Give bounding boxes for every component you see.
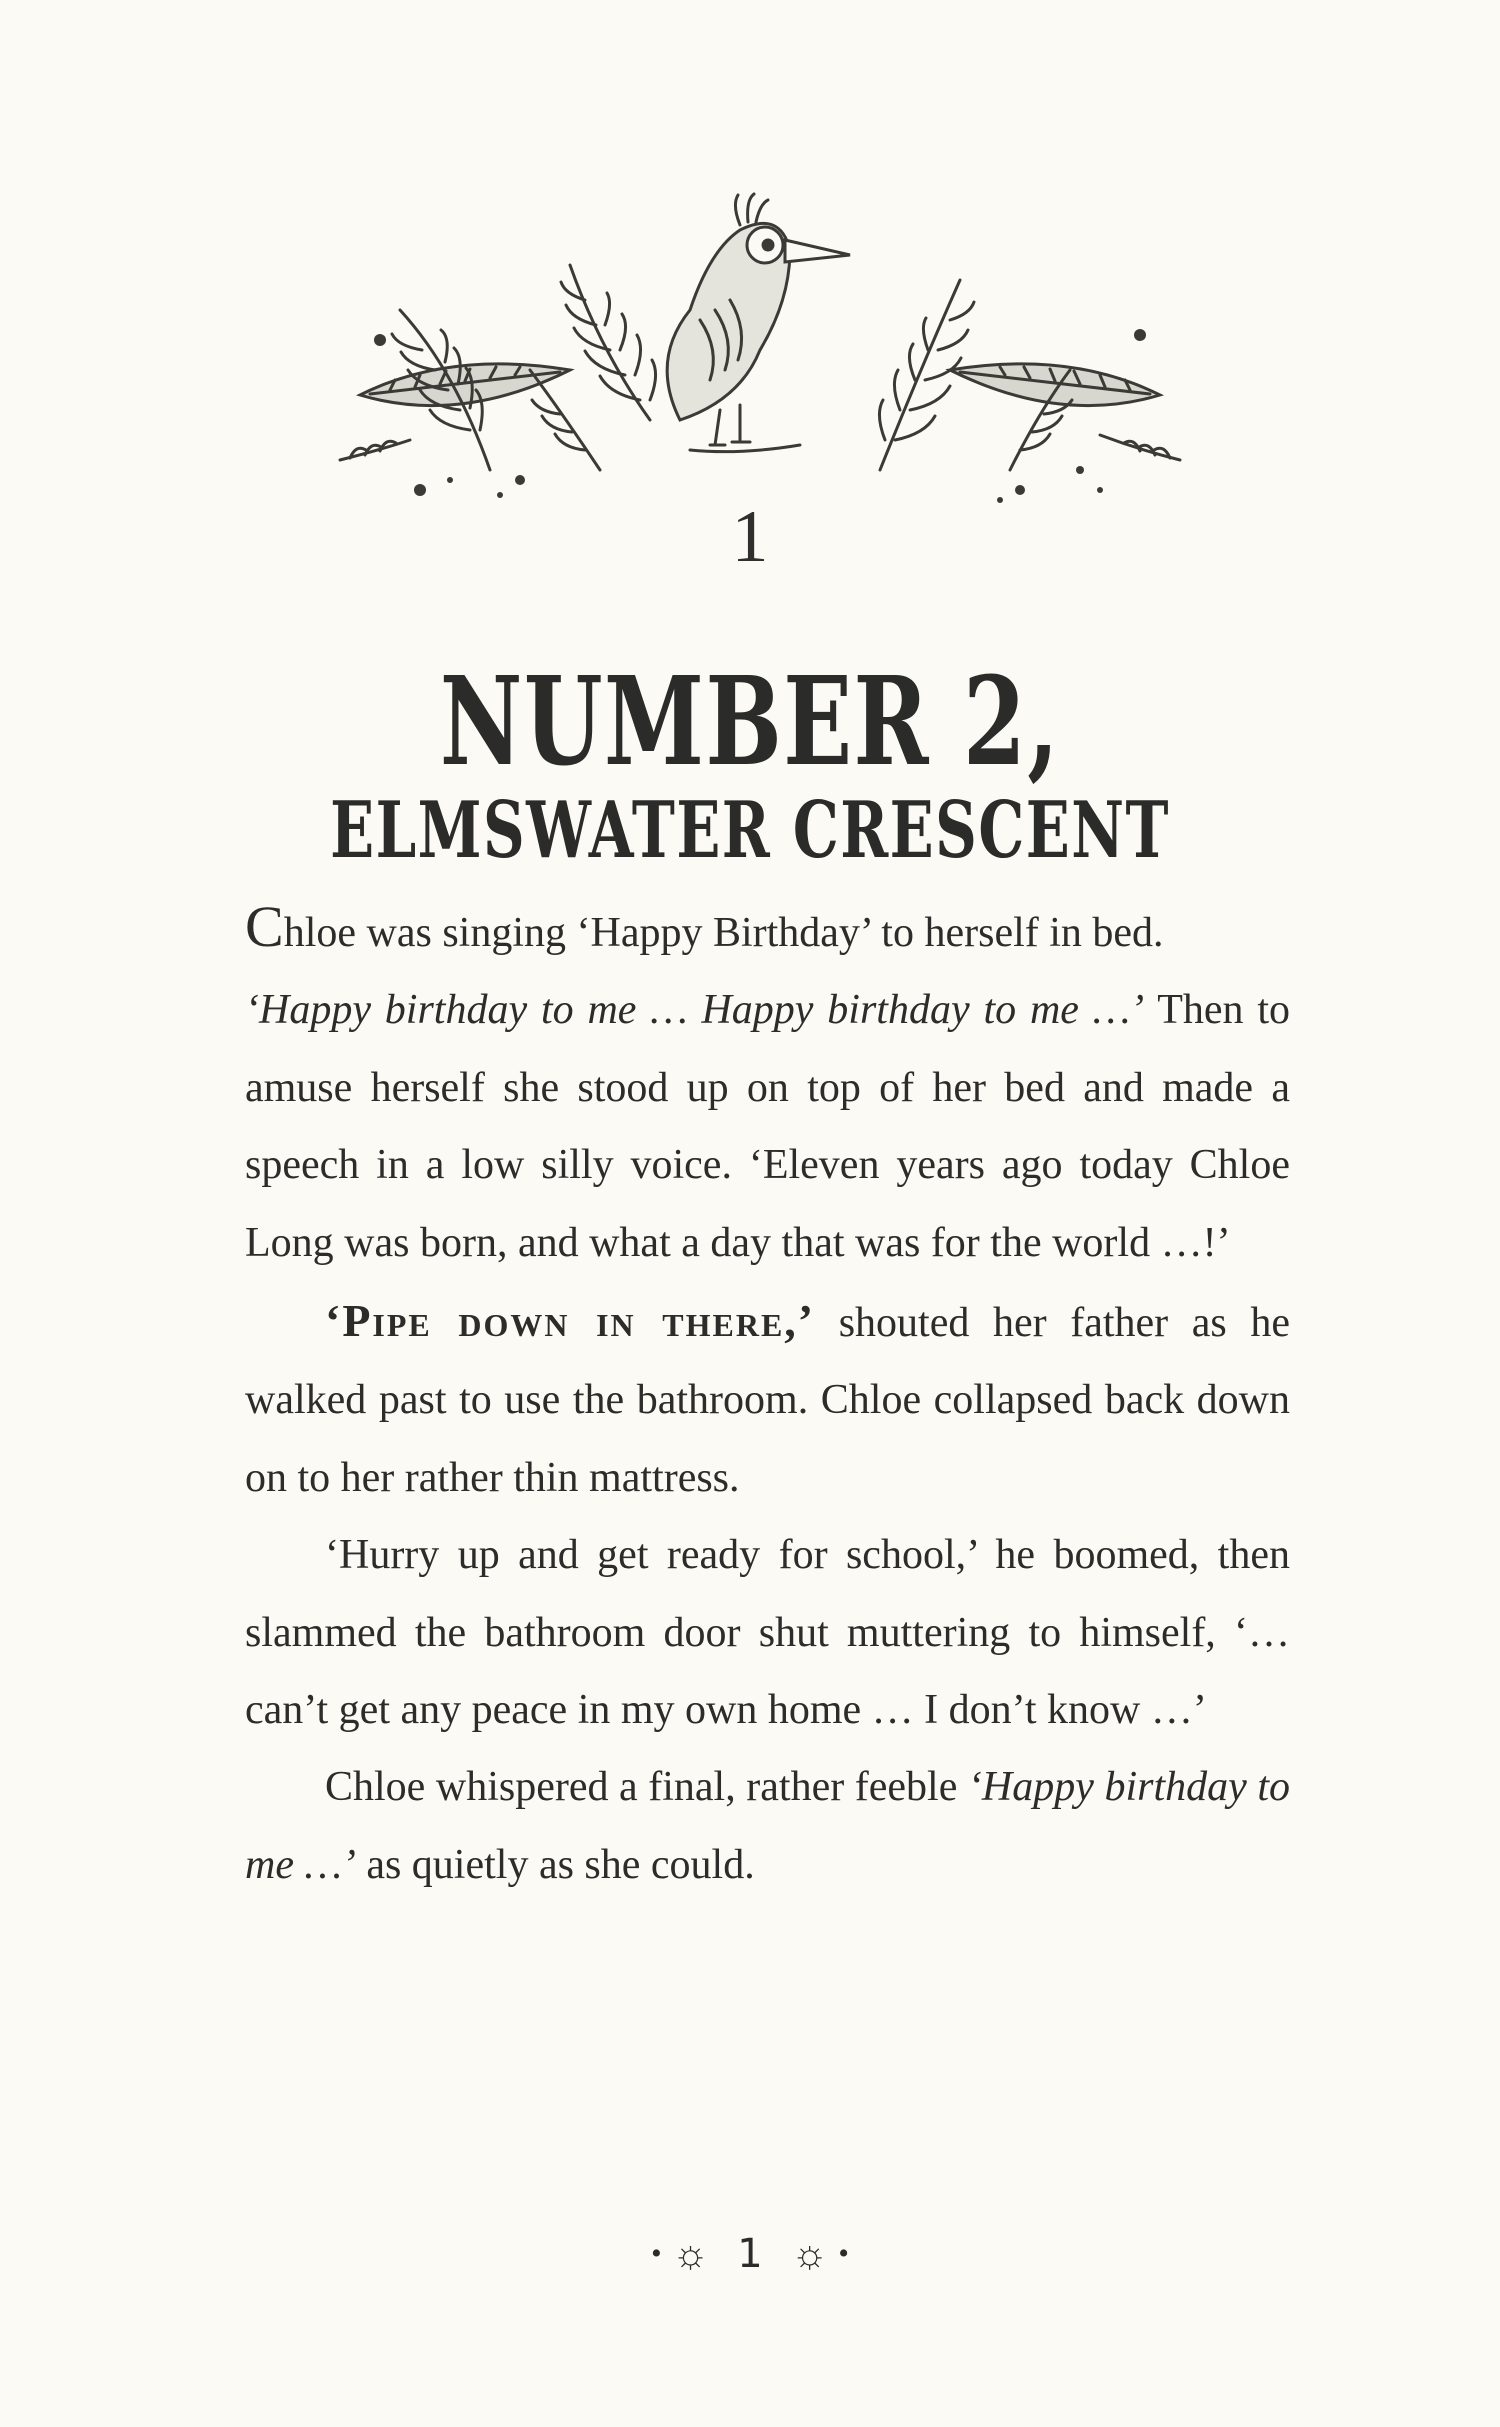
chapter-number: 1 [731, 496, 769, 578]
sun-icon-left: ☼ [672, 2231, 709, 2277]
paragraph-3-text: shouted her father as he walked past to use the bathroom. Chloe collapsed back down on to her rather thin mattress. [245, 1300, 1290, 1501]
sun-icon-right: ☼ [791, 2231, 828, 2277]
chapter-title-line2: ELMSWATER CRESCENT [330, 785, 1170, 876]
chapter-title-line1: NUMBER 2, [439, 649, 1061, 793]
paragraph-2-song: ‘Happy birthday to me … Happy birthday to me …’ [245, 987, 1145, 1034]
page-footer [0, 2230, 1500, 2278]
paragraph-2-text: Then to amuse herself she stood up on top of her bed and made a speech in a low silly voice. ‘Eleven years ago today Chloe Long was born, and what a day that was for the world …!’ [245, 987, 1290, 1266]
bird-and-leaves-illustration [320, 170, 1200, 510]
paragraph-5-text-after: as quietly as she could. [355, 1841, 755, 1888]
paragraph-5 [245, 1749, 1290, 1904]
paragraph-5-text-before: Chloe whispered a final, rather feeble [325, 1764, 968, 1811]
page-number: 1 [737, 2231, 763, 2278]
footer-dot-left: • [651, 2237, 662, 2271]
footer-dot-right: • [838, 2237, 849, 2271]
paragraph-3-shout: ‘Pipe down in there,’ [325, 1295, 816, 1347]
chapter-body [245, 895, 1290, 1904]
paragraph-5-song: ‘Happy birthday to me …’ [245, 1764, 1290, 1888]
paragraph-1 [245, 895, 1290, 972]
paragraph-4-text: ‘Hurry up and get ready for school,’ he boomed, then slammed the bathroom door shut muttering to himself, ‘… can’t get any peace in my own home … I don’t know …’ [245, 1532, 1290, 1734]
paragraph-4 [245, 1517, 1290, 1749]
drop-cap: C [245, 894, 284, 959]
paragraph-3 [245, 1282, 1290, 1517]
paragraph-2 [245, 972, 1290, 1282]
paragraph-1-text: hloe was singing ‘Happy Birthday’ to herself in bed. [283, 910, 1164, 956]
